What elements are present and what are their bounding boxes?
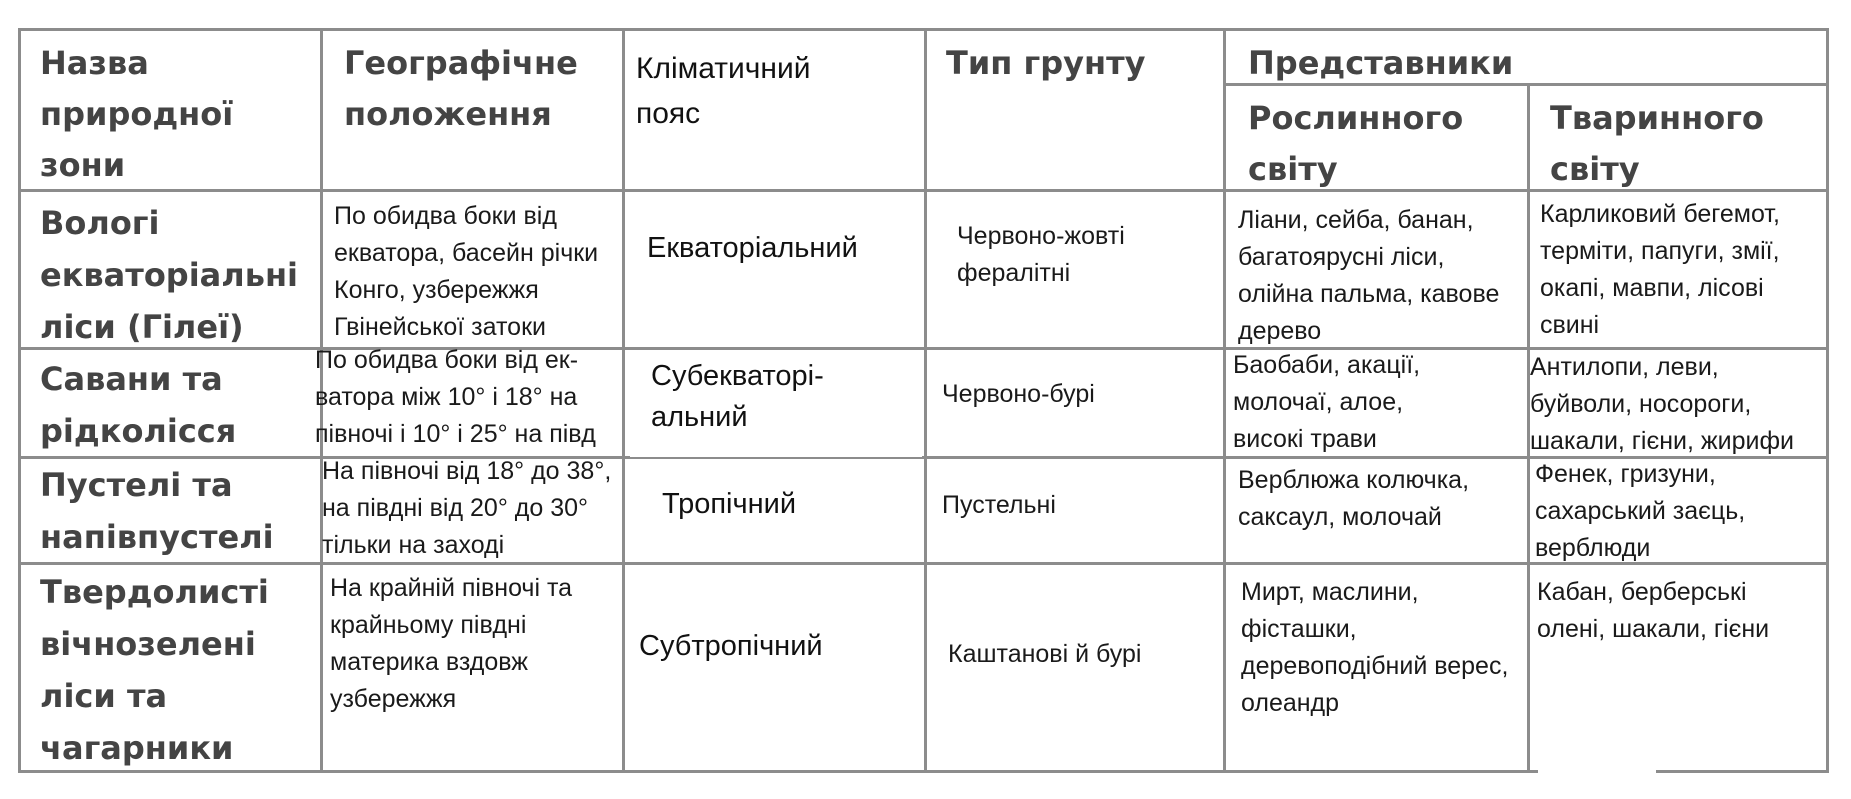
- row-3-climate: Тропічний: [662, 488, 797, 520]
- header-representatives: Представники: [1248, 44, 1514, 82]
- row-2-flora: Баобаби, акації, молочаї, алое, високі трави: [1233, 351, 1421, 453]
- header-geo-position: Географічне положення: [344, 44, 578, 133]
- row-4-climate: Субтропічний: [639, 630, 823, 662]
- row-1-zone: Вологі екваторіальні ліси (Гілеї): [40, 204, 299, 346]
- row-1-geo: По обидва боки від екватора, басейн річки Конго, узбережжя Гвінейської затоки: [334, 202, 599, 341]
- row-1-flora: Ліани, сейба, банан, багатоярусні ліси, олійна пальма, кавове дерево: [1238, 206, 1500, 345]
- row-2-geo: По обидва боки від ек- ватора між 10° і 18° на півночі і 10° і 25° на півд: [315, 346, 596, 448]
- row-3-zone: Пустелі та напівпустелі: [40, 466, 274, 556]
- row-2-zone: Савани та рідколісся: [40, 360, 237, 450]
- header-fauna: Тваринного світу: [1550, 99, 1764, 188]
- column-divider: [1223, 28, 1226, 773]
- row-1-soil: Червоно-жовті фералітні: [957, 222, 1125, 287]
- row-1-climate: Екваторіальний: [647, 232, 858, 264]
- row-3-geo: На півночі від 18° до 38°, на півдні від 20° до 30° тільки на заході: [322, 457, 612, 559]
- row-1-fauna: Карликовий бегемот, терміти, папуги, змії, окапі, мавпи, лісові свині: [1540, 200, 1780, 339]
- row-4-soil: Каштанові й бурі: [948, 640, 1142, 668]
- row-3-flora: Верблюжа колючка, саксаул, молочай: [1238, 466, 1470, 531]
- row-2-fauna: Антилопи, леви, буйволи, носороги, шакали, гієни, жирифи: [1530, 353, 1794, 455]
- row-4-geo: На крайній півночі та крайньому півдні материка вздовж узбережжя: [330, 574, 573, 713]
- header-climate-belt: Кліматичний пояс: [636, 52, 811, 130]
- row-3-soil: Пустельні: [942, 491, 1056, 519]
- row-2-climate: Субекваторі- альний: [651, 360, 824, 433]
- row-4-zone: Твердолисті вічнозелені ліси та чагарники: [40, 573, 269, 767]
- header-soil-type: Тип грунту: [946, 44, 1146, 82]
- header-zone-name: Назва природної зони: [40, 44, 234, 184]
- header-flora: Рослинного світу: [1248, 99, 1464, 188]
- pasted-patch: [1538, 735, 1656, 795]
- row-4-fauna: Кабан, берберські олені, шакали, гієни: [1537, 578, 1770, 643]
- row-2-soil: Червоно-бурі: [942, 380, 1095, 408]
- row-3-fauna: Фенек, гризуни, сахарський заєць, верблюди: [1535, 460, 1746, 562]
- row-4-flora: Мирт, маслини, фісташки, деревоподібний верес, олеандр: [1241, 578, 1509, 717]
- column-divider: [924, 28, 927, 773]
